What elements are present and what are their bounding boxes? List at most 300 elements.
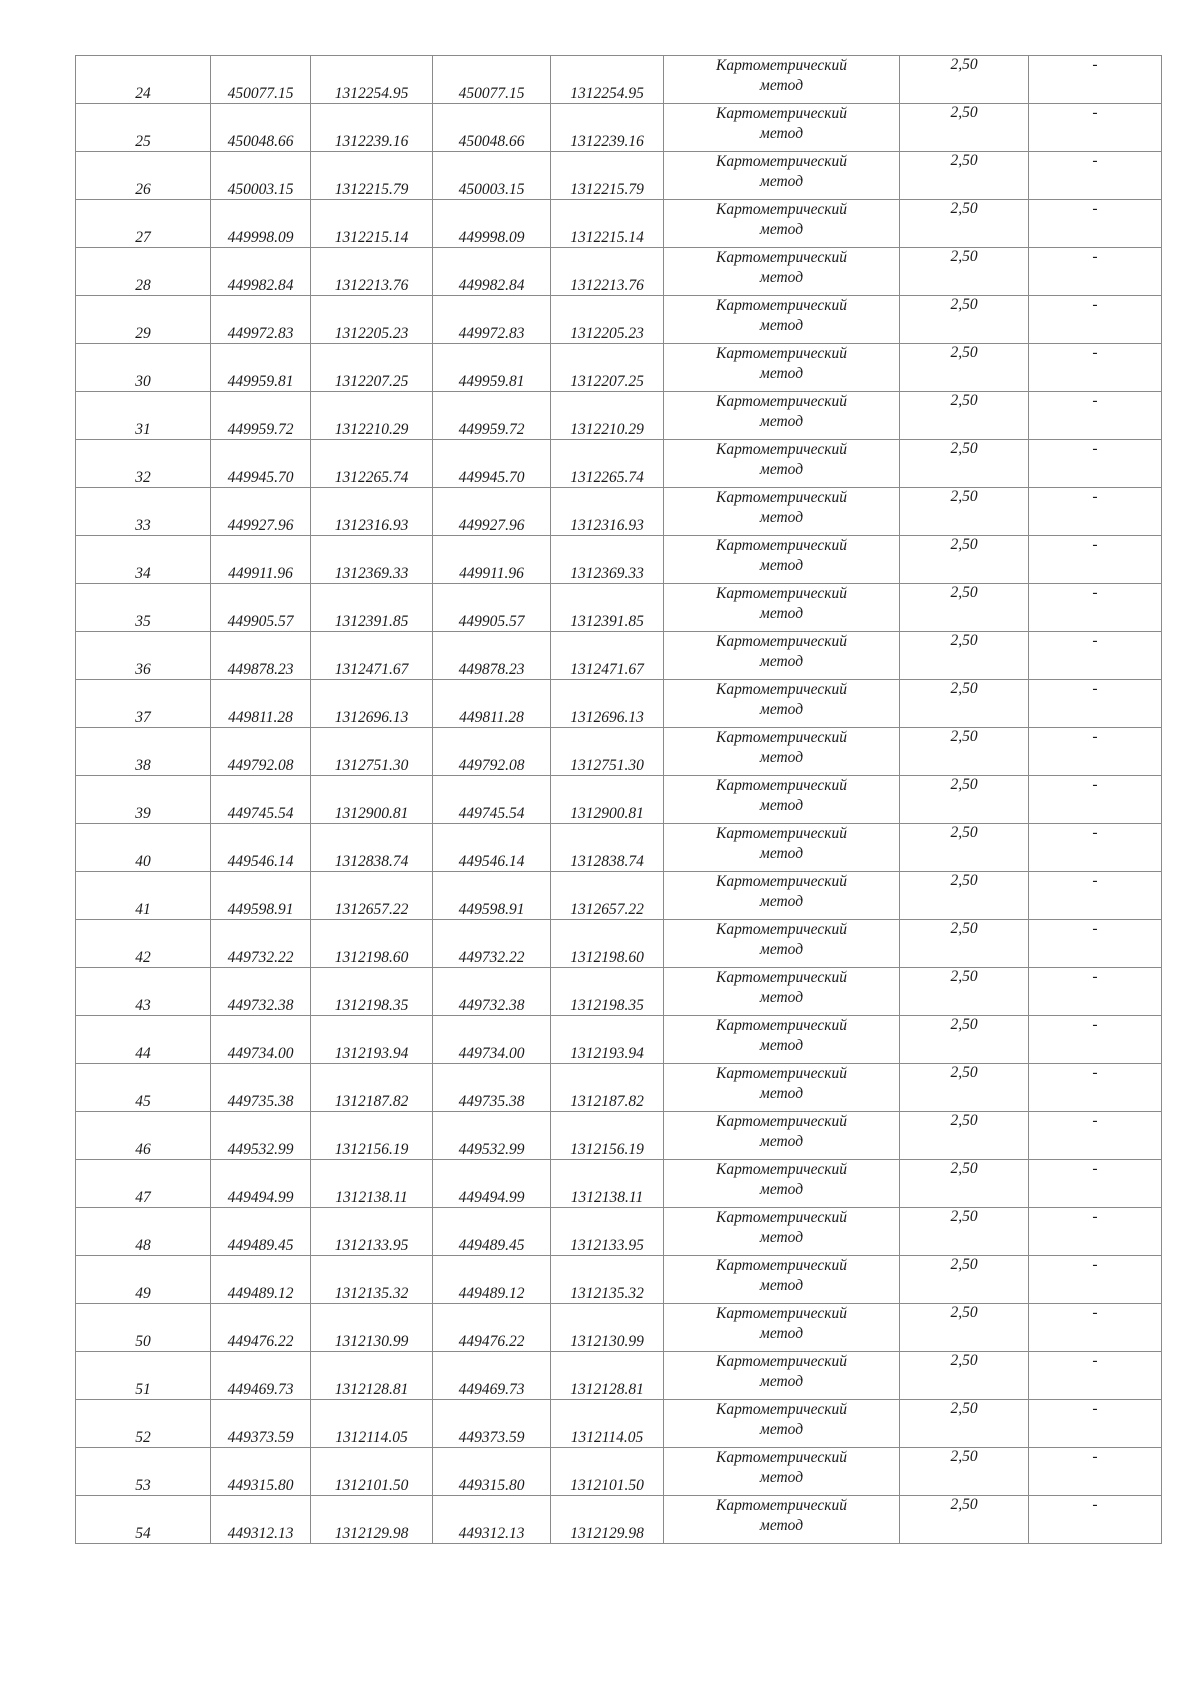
coordinate-x-existing-cell: 449532.99 (211, 1112, 311, 1160)
note-cell: - (1029, 1496, 1162, 1544)
method-cell (664, 536, 900, 584)
coordinate-y-existing-cell: 1312471.67 (311, 632, 433, 680)
method-line-2: метод (759, 1373, 804, 1390)
coordinate-y-new-cell: 1312471.67 (551, 632, 664, 680)
table-row (76, 1400, 1162, 1448)
point-number-cell: 49 (76, 1256, 211, 1304)
table-body (76, 56, 1162, 1544)
method-line-2: метод (759, 941, 804, 958)
note-cell: - (1029, 584, 1162, 632)
coordinate-x-new-cell: 449927.96 (433, 488, 551, 536)
table-row (76, 152, 1162, 200)
coordinate-x-new-cell: 449532.99 (433, 1112, 551, 1160)
table-row (76, 392, 1162, 440)
coordinate-x-existing-cell: 449998.09 (211, 200, 311, 248)
method-cell (664, 1160, 900, 1208)
method-cell (664, 1256, 900, 1304)
coordinate-x-new-cell: 449732.38 (433, 968, 551, 1016)
coordinate-y-new-cell: 1312114.05 (551, 1400, 664, 1448)
accuracy-cell: 2,50 (900, 1448, 1029, 1496)
method-line-1: Картометрический (716, 537, 847, 554)
accuracy-cell: 2,50 (900, 1160, 1029, 1208)
method-line-2: метод (759, 1085, 804, 1102)
accuracy-cell: 2,50 (900, 1304, 1029, 1352)
table-row (76, 728, 1162, 776)
method-cell (664, 1064, 900, 1112)
coordinate-y-existing-cell: 1312239.16 (311, 104, 433, 152)
method-line-2: метод (759, 1469, 804, 1486)
accuracy-cell: 2,50 (900, 872, 1029, 920)
method-cell (664, 56, 900, 104)
table-row (76, 536, 1162, 584)
table-row (76, 968, 1162, 1016)
coordinate-y-new-cell: 1312128.81 (551, 1352, 664, 1400)
coordinate-x-existing-cell: 449315.80 (211, 1448, 311, 1496)
accuracy-cell: 2,50 (900, 104, 1029, 152)
method-line-1: Картометрический (716, 1065, 847, 1082)
coordinate-x-new-cell: 449315.80 (433, 1448, 551, 1496)
coordinate-x-new-cell: 449373.59 (433, 1400, 551, 1448)
coordinate-x-existing-cell: 449945.70 (211, 440, 311, 488)
point-number-cell: 32 (76, 440, 211, 488)
coordinate-x-new-cell: 449546.14 (433, 824, 551, 872)
method-line-2: метод (759, 845, 804, 862)
point-number-cell: 36 (76, 632, 211, 680)
method-line-2: метод (759, 413, 804, 430)
accuracy-cell: 2,50 (900, 728, 1029, 776)
method-line-2: метод (759, 125, 804, 142)
coordinate-x-existing-cell: 449732.38 (211, 968, 311, 1016)
method-line-2: метод (759, 701, 804, 718)
method-cell (664, 920, 900, 968)
coordinate-y-existing-cell: 1312254.95 (311, 56, 433, 104)
coordinate-x-existing-cell: 449494.99 (211, 1160, 311, 1208)
coordinate-y-new-cell: 1312138.11 (551, 1160, 664, 1208)
point-number-cell: 39 (76, 776, 211, 824)
note-cell: - (1029, 488, 1162, 536)
point-number-cell: 26 (76, 152, 211, 200)
method-cell (664, 440, 900, 488)
note-cell: - (1029, 920, 1162, 968)
method-line-1: Картометрический (716, 489, 847, 506)
method-line-2: метод (759, 509, 804, 526)
coordinate-y-new-cell: 1312254.95 (551, 56, 664, 104)
coordinate-x-existing-cell: 449732.22 (211, 920, 311, 968)
coordinate-y-new-cell: 1312838.74 (551, 824, 664, 872)
accuracy-cell: 2,50 (900, 824, 1029, 872)
coordinate-y-existing-cell: 1312210.29 (311, 392, 433, 440)
table-row (76, 872, 1162, 920)
coordinate-y-existing-cell: 1312391.85 (311, 584, 433, 632)
method-line-1: Картометрический (716, 249, 847, 266)
method-line-1: Картометрический (716, 1161, 847, 1178)
method-cell (664, 1304, 900, 1352)
method-line-2: метод (759, 1133, 804, 1150)
method-cell (664, 152, 900, 200)
accuracy-cell: 2,50 (900, 1400, 1029, 1448)
accuracy-cell: 2,50 (900, 1496, 1029, 1544)
method-line-2: метод (759, 1277, 804, 1294)
table-row (76, 200, 1162, 248)
coordinate-y-existing-cell: 1312101.50 (311, 1448, 433, 1496)
coordinate-y-existing-cell: 1312114.05 (311, 1400, 433, 1448)
coordinate-x-existing-cell: 449905.57 (211, 584, 311, 632)
coordinate-x-new-cell: 449959.72 (433, 392, 551, 440)
method-line-2: метод (759, 1229, 804, 1246)
method-line-2: метод (759, 605, 804, 622)
coordinate-y-new-cell: 1312215.79 (551, 152, 664, 200)
coordinate-y-new-cell: 1312207.25 (551, 344, 664, 392)
method-line-1: Картометрический (716, 153, 847, 170)
point-number-cell: 47 (76, 1160, 211, 1208)
coordinate-x-new-cell: 449959.81 (433, 344, 551, 392)
table-row (76, 1064, 1162, 1112)
method-line-1: Картометрический (716, 585, 847, 602)
table-row (76, 1304, 1162, 1352)
coordinate-x-new-cell: 449735.38 (433, 1064, 551, 1112)
method-line-2: метод (759, 989, 804, 1006)
note-cell: - (1029, 1016, 1162, 1064)
coordinate-y-new-cell: 1312193.94 (551, 1016, 664, 1064)
method-line-1: Картометрический (716, 57, 847, 74)
coordinate-x-new-cell: 450077.15 (433, 56, 551, 104)
accuracy-cell: 2,50 (900, 200, 1029, 248)
coordinate-x-new-cell: 449734.00 (433, 1016, 551, 1064)
method-line-1: Картометрический (716, 345, 847, 362)
point-number-cell: 48 (76, 1208, 211, 1256)
coordinate-y-existing-cell: 1312207.25 (311, 344, 433, 392)
coordinate-y-existing-cell: 1312193.94 (311, 1016, 433, 1064)
coordinate-y-existing-cell: 1312900.81 (311, 776, 433, 824)
accuracy-cell: 2,50 (900, 1016, 1029, 1064)
table-row (76, 1256, 1162, 1304)
coordinate-x-new-cell: 449598.91 (433, 872, 551, 920)
method-cell (664, 1448, 900, 1496)
table-row (76, 680, 1162, 728)
coordinate-x-existing-cell: 449373.59 (211, 1400, 311, 1448)
coordinate-y-existing-cell: 1312128.81 (311, 1352, 433, 1400)
table-row (76, 296, 1162, 344)
method-line-2: метод (759, 557, 804, 574)
coordinate-y-new-cell: 1312696.13 (551, 680, 664, 728)
coordinate-x-new-cell: 449998.09 (433, 200, 551, 248)
table-row (76, 344, 1162, 392)
coordinate-x-new-cell: 449745.54 (433, 776, 551, 824)
method-line-2: метод (759, 461, 804, 478)
accuracy-cell: 2,50 (900, 1064, 1029, 1112)
method-cell (664, 632, 900, 680)
note-cell: - (1029, 1112, 1162, 1160)
note-cell: - (1029, 392, 1162, 440)
coordinate-y-existing-cell: 1312696.13 (311, 680, 433, 728)
coordinate-y-existing-cell: 1312265.74 (311, 440, 433, 488)
method-line-2: метод (759, 653, 804, 670)
table-row (76, 56, 1162, 104)
method-line-1: Картометрический (716, 1113, 847, 1130)
note-cell: - (1029, 248, 1162, 296)
method-cell (664, 680, 900, 728)
method-cell (664, 1208, 900, 1256)
method-line-1: Картометрический (716, 1257, 847, 1274)
method-cell (664, 248, 900, 296)
method-line-2: метод (759, 1517, 804, 1534)
coordinate-x-existing-cell: 449476.22 (211, 1304, 311, 1352)
coordinate-x-new-cell: 449945.70 (433, 440, 551, 488)
method-line-2: метод (759, 1421, 804, 1438)
point-number-cell: 24 (76, 56, 211, 104)
accuracy-cell: 2,50 (900, 56, 1029, 104)
coordinate-x-existing-cell: 449878.23 (211, 632, 311, 680)
method-line-1: Картометрический (716, 681, 847, 698)
coordinate-y-new-cell: 1312900.81 (551, 776, 664, 824)
method-line-1: Картометрический (716, 969, 847, 986)
coordinate-y-existing-cell: 1312213.76 (311, 248, 433, 296)
coordinate-y-new-cell: 1312239.16 (551, 104, 664, 152)
note-cell: - (1029, 296, 1162, 344)
point-number-cell: 33 (76, 488, 211, 536)
table-row (76, 1448, 1162, 1496)
coordinate-x-existing-cell: 449745.54 (211, 776, 311, 824)
coordinate-y-existing-cell: 1312838.74 (311, 824, 433, 872)
point-number-cell: 35 (76, 584, 211, 632)
table-row (76, 488, 1162, 536)
coordinate-x-existing-cell: 449811.28 (211, 680, 311, 728)
coordinate-y-existing-cell: 1312369.33 (311, 536, 433, 584)
table-row (76, 1352, 1162, 1400)
coordinate-y-new-cell: 1312751.30 (551, 728, 664, 776)
method-line-2: метод (759, 269, 804, 286)
coordinate-x-existing-cell: 450048.66 (211, 104, 311, 152)
coordinate-x-existing-cell: 449546.14 (211, 824, 311, 872)
method-line-1: Картометрический (716, 201, 847, 218)
point-number-cell: 34 (76, 536, 211, 584)
coordinate-x-new-cell: 449911.96 (433, 536, 551, 584)
coordinate-y-new-cell: 1312265.74 (551, 440, 664, 488)
method-line-1: Картометрический (716, 393, 847, 410)
coordinate-y-existing-cell: 1312130.99 (311, 1304, 433, 1352)
point-number-cell: 28 (76, 248, 211, 296)
coordinate-y-existing-cell: 1312129.98 (311, 1496, 433, 1544)
table-row (76, 1208, 1162, 1256)
note-cell: - (1029, 728, 1162, 776)
coordinate-x-new-cell: 449489.12 (433, 1256, 551, 1304)
method-cell (664, 344, 900, 392)
method-cell (664, 392, 900, 440)
point-number-cell: 41 (76, 872, 211, 920)
point-number-cell: 42 (76, 920, 211, 968)
method-line-1: Картометрический (716, 633, 847, 650)
method-line-1: Картометрический (716, 441, 847, 458)
method-cell (664, 584, 900, 632)
accuracy-cell: 2,50 (900, 536, 1029, 584)
table-row (76, 1112, 1162, 1160)
coordinate-x-existing-cell: 449734.00 (211, 1016, 311, 1064)
method-cell (664, 104, 900, 152)
coordinate-x-existing-cell: 449972.83 (211, 296, 311, 344)
table-row (76, 776, 1162, 824)
table-row (76, 1496, 1162, 1544)
note-cell: - (1029, 968, 1162, 1016)
accuracy-cell: 2,50 (900, 344, 1029, 392)
note-cell: - (1029, 56, 1162, 104)
method-line-2: метод (759, 1325, 804, 1342)
point-number-cell: 31 (76, 392, 211, 440)
table-row (76, 920, 1162, 968)
table-row (76, 584, 1162, 632)
coordinate-x-new-cell: 449476.22 (433, 1304, 551, 1352)
note-cell: - (1029, 824, 1162, 872)
coordinate-x-existing-cell: 449959.72 (211, 392, 311, 440)
accuracy-cell: 2,50 (900, 392, 1029, 440)
point-number-cell: 37 (76, 680, 211, 728)
method-line-1: Картометрический (716, 825, 847, 842)
table-row (76, 248, 1162, 296)
coordinate-x-new-cell: 449494.99 (433, 1160, 551, 1208)
coordinate-y-existing-cell: 1312187.82 (311, 1064, 433, 1112)
coordinate-x-new-cell: 449732.22 (433, 920, 551, 968)
method-line-1: Картометрический (716, 1449, 847, 1466)
point-number-cell: 50 (76, 1304, 211, 1352)
coordinate-x-new-cell: 449469.73 (433, 1352, 551, 1400)
coordinate-x-new-cell: 449972.83 (433, 296, 551, 344)
accuracy-cell: 2,50 (900, 152, 1029, 200)
note-cell: - (1029, 344, 1162, 392)
accuracy-cell: 2,50 (900, 296, 1029, 344)
coordinate-x-existing-cell: 450077.15 (211, 56, 311, 104)
note-cell: - (1029, 536, 1162, 584)
coordinate-y-existing-cell: 1312215.79 (311, 152, 433, 200)
table-row (76, 440, 1162, 488)
method-line-1: Картометрический (716, 777, 847, 794)
coordinate-x-existing-cell: 449927.96 (211, 488, 311, 536)
coordinate-y-new-cell: 1312198.35 (551, 968, 664, 1016)
accuracy-cell: 2,50 (900, 248, 1029, 296)
point-number-cell: 25 (76, 104, 211, 152)
coordinate-x-new-cell: 449878.23 (433, 632, 551, 680)
note-cell: - (1029, 1160, 1162, 1208)
point-number-cell: 44 (76, 1016, 211, 1064)
method-line-2: метод (759, 749, 804, 766)
accuracy-cell: 2,50 (900, 488, 1029, 536)
coordinate-y-new-cell: 1312156.19 (551, 1112, 664, 1160)
method-cell (664, 296, 900, 344)
method-line-1: Картометрический (716, 1017, 847, 1034)
note-cell: - (1029, 1304, 1162, 1352)
coordinate-x-existing-cell: 449489.12 (211, 1256, 311, 1304)
note-cell: - (1029, 1448, 1162, 1496)
method-line-1: Картометрический (716, 1209, 847, 1226)
coordinate-y-existing-cell: 1312133.95 (311, 1208, 433, 1256)
method-cell (664, 1112, 900, 1160)
method-line-2: метод (759, 893, 804, 910)
coordinate-y-existing-cell: 1312215.14 (311, 200, 433, 248)
note-cell: - (1029, 1064, 1162, 1112)
coordinate-x-existing-cell: 449982.84 (211, 248, 311, 296)
method-line-2: метод (759, 1037, 804, 1054)
coordinate-y-existing-cell: 1312316.93 (311, 488, 433, 536)
point-number-cell: 27 (76, 200, 211, 248)
method-cell (664, 1400, 900, 1448)
coordinate-x-existing-cell: 449911.96 (211, 536, 311, 584)
method-cell (664, 1016, 900, 1064)
coordinate-y-existing-cell: 1312657.22 (311, 872, 433, 920)
coordinate-y-new-cell: 1312101.50 (551, 1448, 664, 1496)
coordinate-y-new-cell: 1312213.76 (551, 248, 664, 296)
coordinate-x-new-cell: 449792.08 (433, 728, 551, 776)
coordinate-x-new-cell: 450048.66 (433, 104, 551, 152)
coordinate-x-new-cell: 449312.13 (433, 1496, 551, 1544)
method-line-2: метод (759, 797, 804, 814)
point-number-cell: 53 (76, 1448, 211, 1496)
coordinate-x-new-cell: 449982.84 (433, 248, 551, 296)
coordinate-x-existing-cell: 449598.91 (211, 872, 311, 920)
coordinate-y-new-cell: 1312130.99 (551, 1304, 664, 1352)
note-cell: - (1029, 1352, 1162, 1400)
accuracy-cell: 2,50 (900, 584, 1029, 632)
method-line-1: Картометрический (716, 729, 847, 746)
accuracy-cell: 2,50 (900, 968, 1029, 1016)
method-line-2: метод (759, 365, 804, 382)
table-row (76, 104, 1162, 152)
point-number-cell: 38 (76, 728, 211, 776)
coordinate-y-new-cell: 1312135.32 (551, 1256, 664, 1304)
note-cell: - (1029, 680, 1162, 728)
method-line-2: метод (759, 77, 804, 94)
coordinate-y-new-cell: 1312187.82 (551, 1064, 664, 1112)
method-cell (664, 728, 900, 776)
method-line-1: Картометрический (716, 921, 847, 938)
accuracy-cell: 2,50 (900, 920, 1029, 968)
accuracy-cell: 2,50 (900, 1352, 1029, 1400)
method-cell (664, 1496, 900, 1544)
coordinate-x-existing-cell: 449959.81 (211, 344, 311, 392)
method-cell (664, 824, 900, 872)
coordinate-y-new-cell: 1312316.93 (551, 488, 664, 536)
method-line-1: Картометрический (716, 1497, 847, 1514)
point-number-cell: 40 (76, 824, 211, 872)
method-cell (664, 488, 900, 536)
method-line-1: Картометрический (716, 1401, 847, 1418)
note-cell: - (1029, 1208, 1162, 1256)
coordinate-y-new-cell: 1312133.95 (551, 1208, 664, 1256)
point-number-cell: 45 (76, 1064, 211, 1112)
accuracy-cell: 2,50 (900, 440, 1029, 488)
note-cell: - (1029, 776, 1162, 824)
coordinate-y-new-cell: 1312391.85 (551, 584, 664, 632)
coordinate-y-new-cell: 1312657.22 (551, 872, 664, 920)
point-number-cell: 30 (76, 344, 211, 392)
method-line-2: метод (759, 221, 804, 238)
method-cell (664, 1352, 900, 1400)
note-cell: - (1029, 872, 1162, 920)
coordinate-x-existing-cell: 450003.15 (211, 152, 311, 200)
coordinate-y-new-cell: 1312369.33 (551, 536, 664, 584)
note-cell: - (1029, 200, 1162, 248)
method-cell (664, 200, 900, 248)
coordinate-y-existing-cell: 1312205.23 (311, 296, 433, 344)
point-number-cell: 51 (76, 1352, 211, 1400)
note-cell: - (1029, 104, 1162, 152)
method-line-1: Картометрический (716, 105, 847, 122)
note-cell: - (1029, 1256, 1162, 1304)
table-row (76, 1160, 1162, 1208)
coordinate-y-existing-cell: 1312138.11 (311, 1160, 433, 1208)
note-cell: - (1029, 632, 1162, 680)
method-line-1: Картометрический (716, 873, 847, 890)
accuracy-cell: 2,50 (900, 776, 1029, 824)
accuracy-cell: 2,50 (900, 1256, 1029, 1304)
coordinate-x-existing-cell: 449489.45 (211, 1208, 311, 1256)
